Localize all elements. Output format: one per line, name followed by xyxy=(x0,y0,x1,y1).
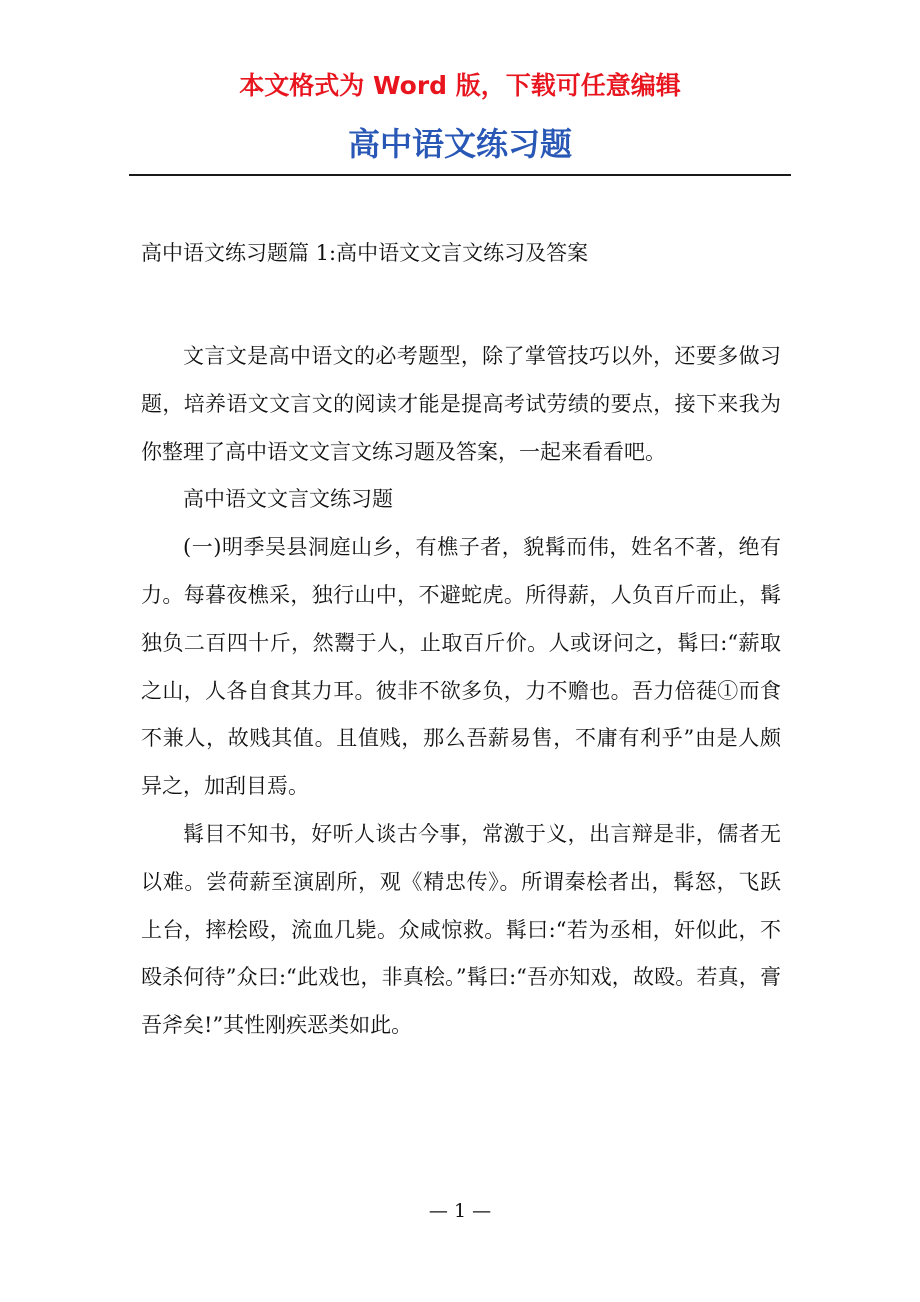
format-notice-banner: 本文格式为 Word 版，下载可任意编辑 xyxy=(239,71,681,100)
section-heading: 高中语文练习题篇 1:高中语文文言文练习及答案 xyxy=(141,241,589,265)
passage-paragraph-1: (一)明季吴县洞庭山乡，有樵子者，貌髯而伟，姓名不著，绝有力。每暮夜樵采，独行山中，不避蛇虎。所得薪，人负百斤而止，髯独负二百四十斤，然鬻于人，止取百斤价。人或讶问之，髯曰:“薪取之山，人各自食其力耳。彼非不欲多负，力不赡也。吾力倍蓰①而食不兼人，故贱其值。且值贱，那么吾薪易售，不庸有利乎”由是人颇异之，加刮目焉。 xyxy=(141,535,781,799)
page-title: 高中语文练习题 xyxy=(347,125,572,163)
title-divider xyxy=(129,174,791,176)
exercise-heading: 高中语文文言文练习题 xyxy=(183,487,393,512)
intro-paragraph: 文言文是高中语文的必考题型，除了掌管技巧以外，还要多做习题，培养语文文言文的阅读才能是提高考试劳绩的要点，接下来我为你整理了高中语文文言文练习题及答案，一起来看看吧。 xyxy=(141,344,781,464)
passage-paragraph-2: 髯目不知书，好听人谈古今事，常激于义，出言辩是非，儒者无以难。尝荷薪至演剧所，观《精忠传》。所谓秦桧者出，髯怒，飞跃上台，摔桧殴，流血几毙。众咸惊救。髯曰:“若为丞相，奸似此，不殴杀何待”众曰:“此戏也，非真桧。”髯曰:“吾亦知戏，故殴。若真，膏吾斧矣!”其性刚疾恶类如此。 xyxy=(141,821,781,1038)
document-body xyxy=(141,333,781,1050)
page-number: — 1 — xyxy=(428,1200,492,1222)
